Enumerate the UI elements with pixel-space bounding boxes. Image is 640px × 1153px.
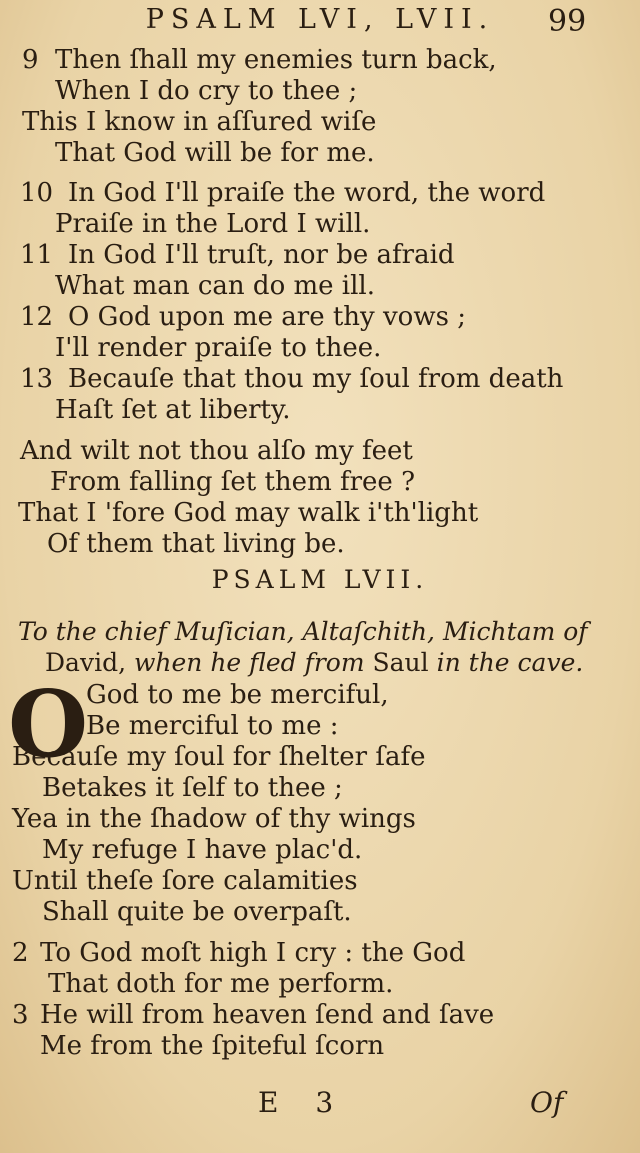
verse-line: To God moſt high I cry : the God	[40, 938, 466, 968]
verse-line: Then ſhall my enemies turn back,	[55, 45, 497, 75]
verse-number-2: 2	[12, 938, 29, 968]
verse-line: Praiſe in the Lord I will.	[55, 209, 371, 239]
verse-number-3: 3	[12, 1000, 29, 1030]
verse-line: My refuge I have plac'd.	[42, 835, 363, 865]
verse-line: Betakes it ſelf to thee ;	[42, 773, 343, 803]
drop-capital: O	[8, 670, 89, 778]
verse-line: God to me be merciful,	[86, 680, 389, 710]
verse-number-9: 9	[22, 45, 39, 75]
verse-line: Shall quite be overpaſt.	[42, 897, 352, 927]
verse-line: Becauſe that thou my ſoul from death	[68, 364, 564, 394]
verse-line: Haſt ſet at liberty.	[55, 395, 291, 425]
verse-line: Me from the ſpiteful ſcorn	[40, 1031, 385, 1061]
verse-line: And wilt not thou alſo my feet	[20, 436, 413, 466]
psalm-heading: PSALM LVII.	[211, 565, 429, 594]
verse-line: When I do cry to thee ;	[55, 76, 358, 106]
verse-line: Be merciful to me :	[86, 711, 339, 741]
superscription-text: when he fled from	[133, 648, 365, 677]
verse-line: That I 'fore God may walk i'th'light	[18, 498, 479, 528]
verse-line: Yea in the ſhadow of thy wings	[12, 804, 416, 834]
verse-line: What man can do me ill.	[55, 271, 375, 301]
superscription-line-2	[45, 648, 583, 678]
verse-line: Until theſe ſore calamities	[12, 866, 358, 896]
verse-line: He will from heaven ſend and ſave	[40, 1000, 495, 1030]
running-head: PSALM LVI, LVII.	[145, 4, 495, 35]
page-number: 99	[548, 4, 587, 39]
verse-line: This I know in aſſured wiſe	[22, 107, 377, 137]
superscription-david: David,	[45, 648, 127, 677]
verse-line: O God upon me are thy vows ;	[68, 302, 466, 332]
superscription-saul: Saul	[372, 648, 429, 677]
verse-line: Of them that living be.	[47, 529, 345, 559]
superscription-text: in the cave.	[436, 648, 584, 677]
signature-mark: E 3	[258, 1086, 348, 1119]
verse-line: That doth for me perform.	[48, 969, 394, 999]
verse-number-12: 12	[20, 302, 54, 332]
verse-line: That God will be for me.	[55, 138, 375, 168]
verse-number-11: 11	[20, 240, 54, 270]
verse-line: I'll render praiſe to thee.	[55, 333, 382, 363]
catchword: Of	[530, 1086, 564, 1119]
verse-number-10: 10	[20, 178, 54, 208]
verse-line: From falling ſet them free ?	[50, 467, 416, 497]
verse-line: Becauſe my ſoul for ſhelter ſafe	[12, 742, 426, 772]
verse-line: In God I'll truſt, nor be afraid	[68, 240, 455, 270]
verse-line: In God I'll praiſe the word, the word	[68, 178, 546, 208]
verse-number-13: 13	[20, 364, 54, 394]
superscription-line-1: To the chief Muſician, Altaſchith, Michtam of	[18, 617, 588, 646]
